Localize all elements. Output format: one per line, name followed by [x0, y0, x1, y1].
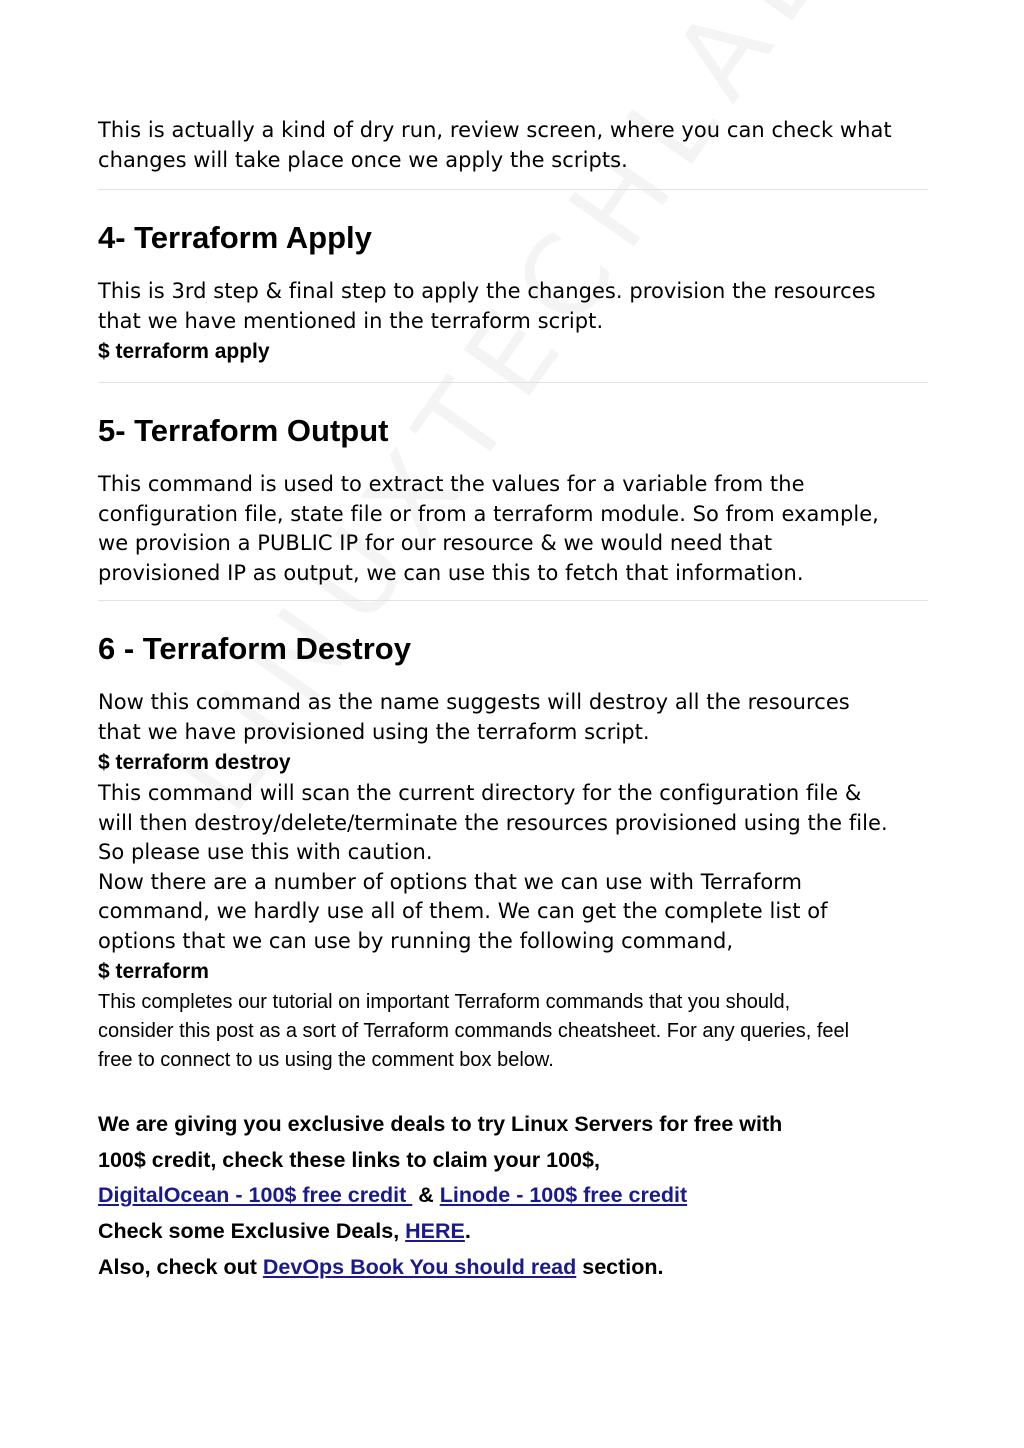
- document-page: [98, 116, 928, 1286]
- section-5-line: provisioned IP as output, we can use this to fetch that information.: [98, 560, 804, 585]
- terraform-destroy-command: $ terraform destroy: [98, 751, 291, 774]
- section-divider: [98, 382, 928, 383]
- section-5-line: configuration file, state file or from a terraform module. So from example,: [98, 501, 879, 526]
- terraform-apply-command: $ terraform apply: [98, 340, 270, 363]
- section-4-paragraph: [98, 277, 928, 336]
- section-6-heading: 6 - Terraform Destroy: [98, 631, 411, 666]
- section-6-line: command, we hardly use all of them. We can get the complete list of: [98, 899, 828, 923]
- linode-credit-link[interactable]: Linode - 100$ free credit: [439, 1183, 688, 1208]
- section-6-line: that we have provisioned using the terraform script.: [98, 719, 650, 744]
- section-6-line: Now this command as the name suggests will destroy all the resources: [98, 690, 850, 714]
- section-5-heading: 5- Terraform Output: [98, 413, 389, 448]
- section-5-line: This command is used to extract the values for a variable from the: [98, 472, 805, 496]
- section-6-line: will then destroy/delete/terminate the resources provisioned using the file.: [98, 810, 888, 835]
- section-4-line: This is 3rd step & final step to apply the changes. provision the resources: [98, 279, 876, 303]
- deals-line-2: 100$ credit, check these links to claim your 100$,: [98, 1147, 600, 1172]
- section-divider: [98, 189, 928, 190]
- digitalocean-credit-link[interactable]: DigitalOcean - 100$ free credit: [98, 1183, 413, 1208]
- section-5-paragraph: [98, 470, 928, 588]
- closing-line: consider this post as a sort of Terraform commands cheatsheet. For any queries, feel: [98, 1020, 850, 1042]
- intro-line: This is actually a kind of dry run, review screen, where you can check what: [98, 118, 892, 142]
- closing-paragraph: [98, 988, 928, 1075]
- section-6-line: This command will scan the current directory for the configuration file &: [98, 781, 862, 805]
- section-4-line: that we have mentioned in the terraform script.: [98, 308, 604, 333]
- section-suffix-text: section.: [576, 1254, 664, 1279]
- also-check-text: Also, check out: [98, 1254, 263, 1279]
- here-link[interactable]: HERE: [405, 1219, 465, 1244]
- deals-links-line: [98, 1178, 928, 1214]
- ampersand-text: &: [412, 1183, 440, 1208]
- deals-block: [98, 1107, 928, 1286]
- deals-line-1: We are giving you exclusive deals to try Linux Servers for free with: [98, 1112, 783, 1136]
- section-6-line: options that we can use by running the following command,: [98, 928, 734, 953]
- section-6-line: Now there are a number of options that we can use with Terraform: [98, 869, 803, 894]
- section-5-line: we provision a PUBLIC IP for our resource & we would need that: [98, 531, 773, 555]
- intro-line: changes will take place once we apply the scripts.: [98, 147, 628, 172]
- terraform-command: $ terraform: [98, 960, 209, 983]
- section-divider: [98, 600, 928, 601]
- section-6-line: So please use this with caution.: [98, 840, 433, 864]
- exclusive-deals-text: Check some Exclusive Deals,: [98, 1219, 406, 1244]
- devops-book-line: [98, 1250, 928, 1286]
- section-6-paragraph-2: [98, 779, 928, 956]
- section-4-heading: 4- Terraform Apply: [98, 220, 372, 255]
- intro-paragraph: [98, 116, 928, 175]
- closing-line: free to connect to us using the comment box below.: [98, 1049, 554, 1071]
- devops-book-link[interactable]: DevOps Book You should read: [262, 1254, 577, 1279]
- period-text: .: [464, 1219, 471, 1244]
- section-6-paragraph: [98, 688, 928, 747]
- closing-line: This completes our tutorial on important Terraform commands that you should,: [98, 991, 791, 1013]
- exclusive-deals-line: [98, 1214, 928, 1250]
